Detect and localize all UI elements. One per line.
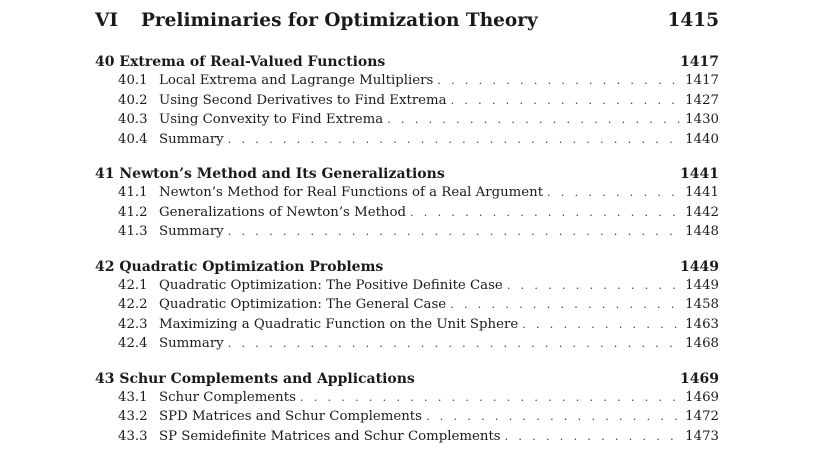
dot-leader (228, 337, 681, 350)
toc-entry[interactable] (95, 390, 719, 410)
section-number: 43.3 (118, 428, 148, 444)
section-page: 1472 (685, 409, 719, 424)
dot-leader (410, 206, 681, 219)
chapter-heading[interactable] (95, 371, 719, 390)
section-page: 1449 (685, 277, 719, 293)
section-title: SP Semidefinite Matrices and Schur Complements (159, 428, 501, 444)
section-number: 43.2 (118, 409, 148, 424)
toc-entry[interactable] (95, 278, 719, 298)
section-title: Using Second Derivatives to Find Extrema (159, 92, 447, 108)
part-number: VI (95, 10, 119, 31)
chapter-label (95, 259, 383, 275)
dot-leader (450, 298, 681, 311)
chapter-42 (95, 259, 719, 356)
section-number: 41.1 (118, 185, 148, 200)
toc-entry[interactable] (95, 409, 719, 429)
chapter-41 (95, 166, 719, 244)
section-page: 1430 (685, 112, 719, 127)
section-number: 40.2 (118, 92, 148, 108)
chapter-label (95, 166, 445, 182)
section-page: 1473 (685, 428, 719, 444)
section-page: 1468 (685, 336, 719, 351)
section-number: 42.2 (118, 297, 148, 312)
section-page: 1440 (685, 131, 719, 147)
toc-entry[interactable] (95, 297, 719, 317)
section-title: Summary (159, 336, 224, 351)
dot-leader (387, 113, 681, 126)
chapter-heading[interactable] (95, 54, 719, 73)
dot-leader (437, 74, 681, 87)
chapter-title: Newton’s Method and Its Generalizations (119, 166, 445, 182)
dot-leader (228, 225, 681, 238)
dot-leader (426, 410, 681, 423)
section-number: 42.3 (118, 316, 148, 332)
section-number: 41.3 (118, 224, 148, 239)
dot-leader (228, 133, 681, 146)
part-title: Preliminaries for Optimization Theory (141, 10, 538, 31)
toc-entry[interactable] (95, 112, 719, 132)
section-title: Schur Complements (159, 389, 296, 405)
chapter-title: Schur Complements and Applications (119, 370, 415, 387)
toc-entry[interactable] (95, 336, 719, 356)
dot-leader (507, 279, 681, 292)
chapter-page: 1449 (680, 258, 719, 275)
section-page: 1441 (685, 185, 719, 200)
chapter-heading[interactable] (95, 166, 719, 185)
chapter-label (95, 371, 415, 387)
part-heading (95, 10, 719, 36)
chapter-list (95, 54, 719, 448)
section-number: 40.1 (118, 73, 148, 88)
section-title: Maximizing a Quadratic Function on the Unit Sphere (159, 316, 519, 332)
chapter-label (95, 54, 385, 70)
section-page: 1463 (685, 316, 719, 332)
table-of-contents (95, 10, 719, 463)
chapter-page: 1417 (680, 54, 719, 70)
toc-entry[interactable] (95, 205, 719, 225)
section-page: 1448 (685, 224, 719, 239)
dot-leader (451, 94, 682, 107)
toc-entry[interactable] (95, 429, 719, 449)
chapter-title: Quadratic Optimization Problems (119, 258, 384, 275)
section-number: 43.1 (118, 389, 148, 405)
dot-leader (505, 430, 682, 443)
chapter-heading[interactable] (95, 259, 719, 278)
section-page: 1427 (685, 92, 719, 108)
section-page: 1469 (685, 389, 719, 405)
section-title: Quadratic Optimization: The General Case (159, 297, 447, 312)
section-number: 40.3 (118, 112, 148, 127)
section-number: 40.4 (118, 131, 148, 147)
chapter-number: 40 (95, 54, 115, 70)
chapter-title: Extrema of Real-Valued Functions (119, 54, 386, 70)
chapter-number: 41 (95, 166, 115, 182)
section-page: 1417 (685, 73, 719, 88)
section-title: Generalizations of Newton’s Method (159, 204, 406, 220)
section-title: Local Extrema and Lagrange Multipliers (159, 73, 434, 88)
dot-leader (300, 391, 681, 404)
toc-entry[interactable] (95, 132, 719, 152)
section-title: Summary (159, 131, 224, 147)
chapter-number: 42 (95, 258, 115, 275)
chapter-40 (95, 54, 719, 151)
section-title: Quadratic Optimization: The Positive Definite Case (159, 277, 503, 293)
dot-leader (522, 318, 681, 331)
toc-entry[interactable] (95, 224, 719, 244)
section-number: 42.1 (118, 277, 148, 293)
dot-leader (547, 186, 681, 199)
toc-entry[interactable] (95, 93, 719, 113)
section-page: 1458 (685, 297, 719, 312)
toc-entry[interactable] (95, 317, 719, 337)
toc-entry[interactable] (95, 185, 719, 205)
chapter-page: 1469 (680, 370, 719, 387)
section-title: SPD Matrices and Schur Complements (159, 409, 422, 424)
part-page: 1415 (667, 10, 719, 31)
chapter-number: 43 (95, 370, 115, 387)
section-number: 41.2 (118, 204, 148, 220)
section-title: Summary (159, 224, 224, 239)
section-page: 1442 (685, 204, 719, 220)
part-label (95, 10, 538, 31)
chapter-page: 1441 (680, 166, 719, 182)
chapter-43 (95, 371, 719, 449)
toc-entry[interactable] (95, 73, 719, 93)
section-title: Using Convexity to Find Extrema (159, 112, 384, 127)
section-number: 42.4 (118, 336, 148, 351)
section-title: Newton’s Method for Real Functions of a Real Argument (159, 185, 544, 200)
